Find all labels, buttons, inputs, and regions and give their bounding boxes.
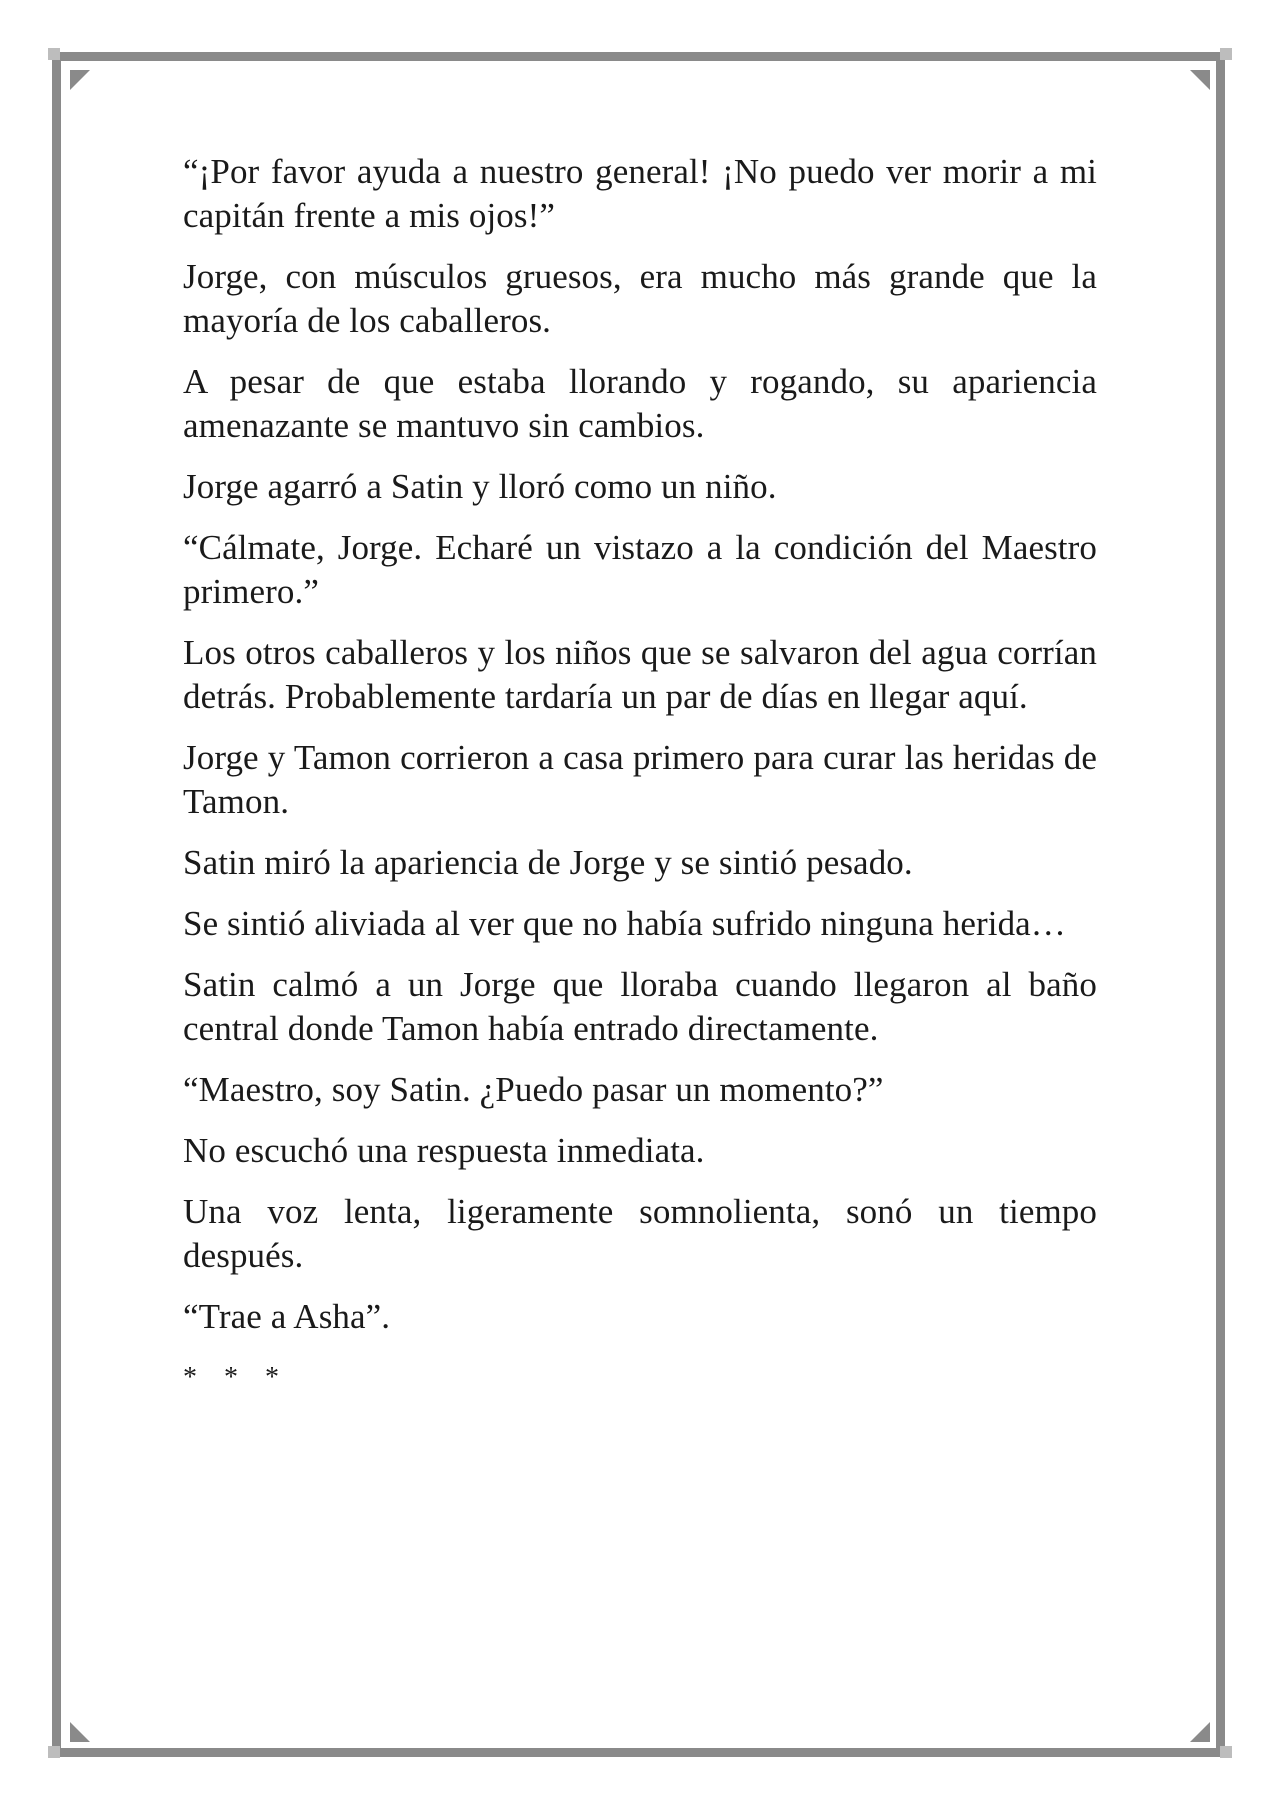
paragraph: “Maestro, soy Satin. ¿Puedo pasar un momento?” [183,1070,884,1109]
frame-corner-ornament [48,1746,60,1758]
paragraph: Jorge agarró a Satin y lloró como un niño. [183,467,777,506]
paragraph: A pesar de que estaba llorando y rogando, su apariencia amenazante se mantuvo sin cambios. [183,362,1097,445]
frame-corner-ornament [1220,1746,1232,1758]
section-separator: * * * [183,1362,289,1393]
frame-corner-ornament [1220,48,1232,60]
frame-top-border [55,52,1225,61]
paragraph: Satin miró la apariencia de Jorge y se sintió pesado. [183,843,913,882]
frame-corner-triangle [1190,1722,1210,1742]
frame-corner-ornament [48,48,60,60]
frame-corner-triangle [1190,70,1210,90]
paragraph: Satin calmó a un Jorge que lloraba cuando llegaron al baño central donde Tamon había entrado directamente. [183,965,1097,1048]
paragraph: “¡Por favor ayuda a nuestro general! ¡No puedo ver morir a mi capitán frente a mis ojos!” [183,152,1097,235]
paragraph: “Trae a Asha”. [183,1297,391,1336]
paragraph: Jorge, con músculos gruesos, era mucho más grande que la mayoría de los caballeros. [183,257,1097,340]
paragraph: Jorge y Tamon corrieron a casa primero para curar las heridas de Tamon. [183,738,1097,821]
page-body [183,150,1097,1417]
paragraph: Una voz lenta, ligeramente somnolienta, sonó un tiempo después. [183,1192,1097,1275]
paragraph: No escuchó una respuesta inmediata. [183,1131,705,1170]
paragraph: Se sintió aliviada al ver que no había sufrido ninguna herida… [183,904,1066,943]
frame-left-border [52,55,61,1755]
frame-bottom-border [55,1748,1225,1757]
frame-corner-triangle [70,70,90,90]
frame-corner-triangle [70,1722,90,1742]
paragraph: “Cálmate, Jorge. Echaré un vistazo a la condición del Maestro primero.” [183,528,1097,611]
paragraph: Los otros caballeros y los niños que se salvaron del agua corrían detrás. Probablemente tardaría un par de días en llegar aquí. [183,633,1097,716]
frame-right-border [1216,55,1225,1755]
